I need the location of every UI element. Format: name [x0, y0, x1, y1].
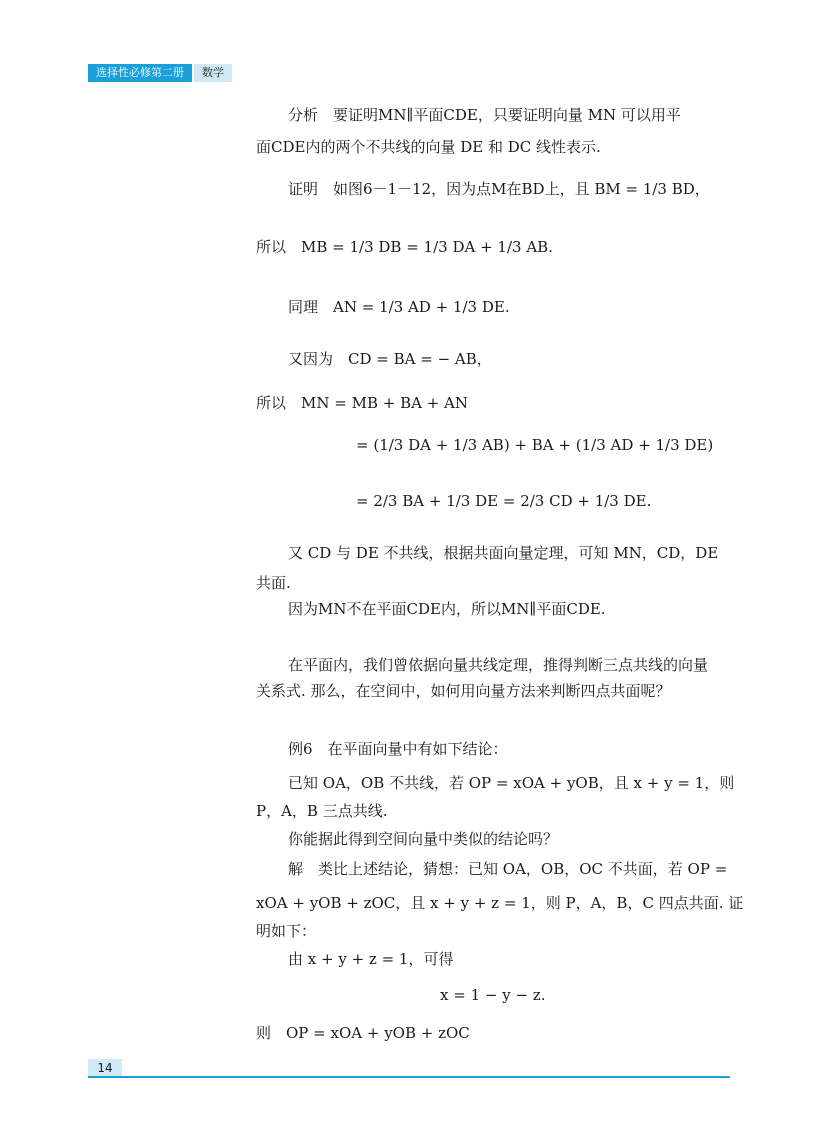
text-line-12: 因为MN不在平面CDE内，所以MN∥平面CDE. — [288, 600, 606, 618]
text-line-1: 分析 要证明MN∥平面CDE，只要证明向量 MN 可以用平 — [288, 106, 681, 124]
equation-line-7: 所以 MN = MB + BA + AN — [256, 394, 468, 412]
equation-line-23: x = 1 − y − z. — [440, 986, 546, 1004]
book-title: 选择性必修第二册 — [88, 64, 192, 82]
equation-line-9: = 2/3 BA + 1/3 DE = 2/3 CD + 1/3 DE. — [356, 492, 652, 510]
text-line-11: 共面. — [256, 574, 291, 592]
text-line-22: 由 x + y + z = 1，可得 — [288, 950, 454, 968]
page-number: 14 — [88, 1059, 122, 1077]
text-line-16: 已知 OA，OB 不共线，若 OP = xOA + yOB，且 x + y = 1，则 — [288, 774, 735, 792]
text-line-17: P，A，B 三点共线. — [256, 802, 388, 820]
equation-line-8: = (1/3 DA + 1/3 AB) + BA + (1/3 AD + 1/3 DE) — [356, 436, 714, 454]
text-line-18: 你能据此得到空间向量中类似的结论吗？ — [288, 830, 559, 848]
text-line-19: 解 类比上述结论，猜想：已知 OA，OB，OC 不共面，若 OP = — [288, 860, 728, 878]
equation-line-4: 所以 MB = 1/3 DB = 1/3 DA + 1/3 AB. — [256, 238, 553, 256]
text-line-10: 又 CD 与 DE 不共线，根据共面向量定理，可知 MN，CD，DE — [288, 544, 719, 562]
equation-line-5: 同理 AN = 1/3 AD + 1/3 DE. — [288, 298, 510, 316]
page-header — [88, 64, 232, 82]
text-line-14: 关系式. 那么，在空间中，如何用向量方法来判断四点共面呢？ — [256, 682, 671, 700]
example-heading: 例6 在平面向量中有如下结论： — [288, 740, 508, 758]
footer-rule — [88, 1076, 730, 1078]
equation-line-24: 则 OP = xOA + yOB + zOC — [256, 1024, 470, 1042]
subject-label: 数学 — [194, 64, 232, 82]
text-line-2: 面CDE内的两个不共线的向量 DE 和 DC 线性表示. — [256, 138, 601, 156]
text-line-20: xOA + yOB + zOC，且 x + y + z = 1，则 P，A，B，C 四点共面. 证 — [256, 894, 744, 912]
text-line-21: 明如下： — [256, 922, 317, 940]
text-line-13: 在平面内，我们曾依据向量共线定理，推得判断三点共线的向量 — [288, 656, 709, 674]
equation-line-6: 又因为 CD = BA = − AB， — [288, 350, 492, 368]
text-line-3: 证明 如图6－1－12，因为点M在BD上，且 BM = 1/3 BD， — [288, 180, 710, 198]
